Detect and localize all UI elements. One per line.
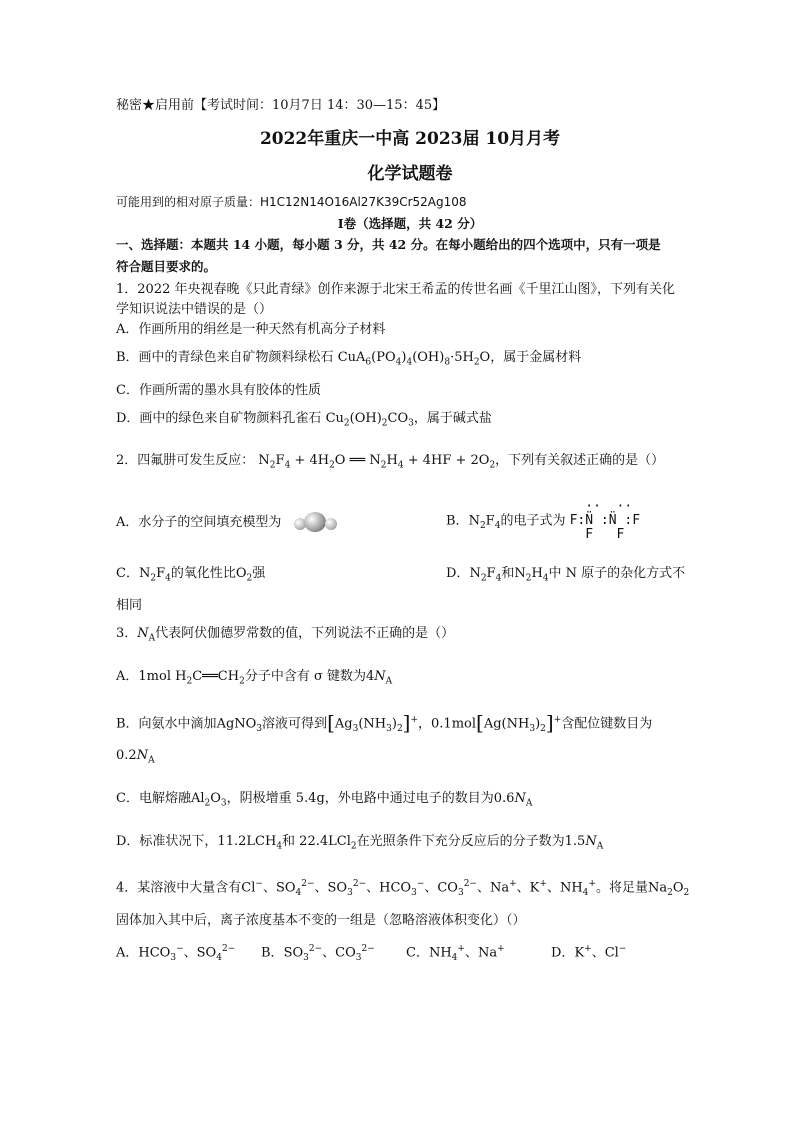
q3-c-text: ，阴极增重 5.4g，外电路中通过电子的数目为 bbox=[226, 791, 494, 807]
section-instructions bbox=[116, 234, 704, 278]
q2-c-label: C． bbox=[116, 565, 139, 581]
q2-stem-prefix: 2．四氟肼可发生反应： bbox=[116, 453, 255, 469]
question-1 bbox=[116, 280, 704, 433]
q4-option-b: B．$SO_3^{2-}$、$CO_3^{2-}$ bbox=[261, 944, 375, 964]
exam-subtitle: 化学试题卷 bbox=[367, 164, 453, 184]
q1-option-c: C．作画所需的墨水具有胶体的性质 bbox=[116, 382, 321, 398]
q3-c-prefix: C．电解熔融 bbox=[116, 791, 191, 807]
q1-d-formula: $Cu_2(OH)_2CO_3$ bbox=[325, 410, 414, 429]
q3-b-mid2: ，0.1mol bbox=[418, 715, 477, 731]
q2-option-d: D．$N_2F_4$和$N_2H_4$中 N 原子的杂化方式不 bbox=[446, 565, 686, 584]
q4-b-label: B． bbox=[261, 945, 284, 961]
q1-d-text: D．画中的绿色来自矿物颜料孔雀石 bbox=[116, 410, 322, 426]
section-line-1: 一、选择题：本题共 14 小题，每小题 3 分，共 42 分。在每小题给出的四个选项中，只有一项是 bbox=[116, 237, 661, 252]
q2-option-c: C．$N_2F_4$的氧化性比$O_2$强 bbox=[116, 565, 266, 584]
q2-d-and: 和 bbox=[501, 565, 515, 581]
q3-option-b-cont: $0.2N_A$ bbox=[116, 748, 155, 767]
question-4 bbox=[116, 874, 704, 968]
atomic-masses: 可能用到的相对原子质量：H1C12N14O16Al27K39Cr52Ag108 bbox=[116, 195, 467, 209]
question-2 bbox=[116, 451, 704, 616]
q1-b-text: B．画中的青绿色来自矿物颜料绿松石 bbox=[116, 350, 334, 365]
q1-stem-1: 1．2022 年央视春晚《只此青绿》创作来源于北宋王希孟的传世名画《千里江山图》，下列有关化 bbox=[116, 282, 675, 297]
q2-c-text: 的氧化性比 bbox=[170, 565, 236, 581]
q3-option-b: B．向氨水中滴加AgNO$_3$溶液可得到$[Ag_3(NH_3)_2]^+$，$0.1mol[Ag(NH_3)_2]^+$含配位键数目为 bbox=[116, 709, 653, 734]
q1-b-formula: $CuA_6(PO_4)_4(OH)_8\cdot 5H_2O$ bbox=[337, 350, 491, 368]
q3-option-a: A．1mol $H_2C══CH_2$分子中含有 σ 键数为$4N_A$ bbox=[116, 668, 393, 687]
q2-c-suffix: 强 bbox=[252, 565, 266, 581]
q2-row-cd bbox=[116, 564, 704, 589]
q4-option-a: A．$HCO_3^-$、$SO_4^{2-}$ bbox=[116, 944, 236, 964]
q3-option-d: D．标准状况下，$11.2LCH_4$和 22.4LCl$_2$在光照条件下充分反应后的分子数为$1.5N_A$ bbox=[116, 833, 604, 852]
q2-d-text: 中 N 原子的杂化方式不 bbox=[548, 565, 686, 581]
q3-a-prefix: A．1mol bbox=[116, 668, 171, 684]
q3-b-prefix: B．向氨水中滴加 bbox=[116, 715, 217, 731]
q2-option-b: B．$N_2F_4$的电子式为 ·· ·· F:N̈ :N̈ :F F F bbox=[446, 498, 641, 542]
volume-label: Ⅰ卷（选择题，共 42 分） bbox=[337, 216, 483, 231]
q2-b-label: B． bbox=[446, 513, 469, 529]
q4-stem-2: 固体加入其中后，离子浓度基本不变的一组是（忽略溶液体积变化）（） bbox=[116, 913, 526, 929]
q4-option-d: D．K+、Cl− bbox=[551, 944, 627, 961]
water-space-filling-model-icon bbox=[286, 512, 346, 532]
q3-a-text: 分子中含有 σ 键数为 bbox=[244, 668, 366, 684]
section-line-2: 符合题目要求的。 bbox=[116, 259, 217, 274]
q3-stem: 3．$N_A$代表阿伏伽德罗常数的值，下列说法不正确的是（） bbox=[116, 626, 455, 644]
q2-stem-suffix: ，下列有关叙述正确的是（） bbox=[495, 453, 665, 469]
q2-stem bbox=[116, 451, 704, 476]
q1-option-a: A．作画所用的绢丝是一种天然有机高分子材料 bbox=[116, 322, 386, 337]
q4-options bbox=[116, 939, 704, 968]
q1-stem-2: 学知识说法中错误的是（） bbox=[116, 302, 273, 317]
q1-b-suffix: ，属于金属材料 bbox=[490, 350, 582, 365]
q1-option-b bbox=[116, 348, 704, 373]
q4-stem-1: 4．某溶液中大量含有Cl−、$SO_4^{2-}$、$SO_3^{2-}$、$HCO_3^-$、$CO_3^{2-}$、Na+、K+、$NH_4^+$。将足量$Na_2O_2$ bbox=[116, 879, 690, 899]
q1-d-suffix: ，属于碱式盐 bbox=[413, 410, 492, 426]
q4-c-label: C． bbox=[406, 945, 429, 961]
q4-d-label: D． bbox=[551, 945, 575, 961]
q3-b-mid: 溶液可得到 bbox=[262, 715, 328, 731]
q3-d-text: 在光照条件下充分反应后的分子数为 bbox=[356, 833, 565, 849]
q2-d-label: D． bbox=[446, 565, 470, 581]
q3-d-mid: 和 22.4L bbox=[282, 833, 337, 849]
q1-option-d bbox=[116, 409, 704, 434]
q3-b-cont-value: 0.2 bbox=[116, 748, 137, 764]
q2-b-text: 的电子式为 bbox=[500, 513, 566, 529]
question-3 bbox=[116, 624, 704, 856]
q3-stem-text: 代表阿伏伽德罗常数的值，下列说法不正确的是（） bbox=[155, 626, 455, 642]
exam-header: 秘密★启用前【考试时间：10月7日 14：30—15：45】 bbox=[116, 98, 446, 113]
q2-option-a bbox=[116, 500, 446, 546]
q2-option-d-cont: 相同 bbox=[116, 598, 143, 614]
q4-stem-suffix: 。将足量 bbox=[595, 880, 648, 896]
q3-option-c: C．电解熔融$Al_2O_3$，阴极增重 5.4g，外电路中通过电子的数目为$0.6N_A$ bbox=[116, 791, 533, 809]
q2-row-ab bbox=[116, 500, 704, 546]
q4-option-c: C．$NH_4^+$、Na+ bbox=[406, 944, 505, 964]
n2f4-electron-formula-icon: ·· ·· F:N̈ :N̈ :F F F bbox=[569, 498, 641, 542]
q4-stem-prefix: 4．某溶液中大量含有 bbox=[116, 880, 242, 896]
q3-b-suffix: 含配位键数目为 bbox=[561, 715, 653, 731]
exam-title: 2022年重庆一中高 2023届 10月月考 bbox=[259, 129, 561, 149]
q2-a-text: A．水分子的空间填充模型为 bbox=[116, 514, 282, 530]
q4-a-label: A． bbox=[116, 945, 139, 961]
q2-reaction: $N_2F_4 + 4H_2O$ ══ $N_2H_4 + 4HF + 2O_2$ bbox=[258, 453, 496, 471]
exam-page bbox=[116, 96, 704, 968]
q3-d-prefix: D．标准状况下，11.2L bbox=[116, 833, 256, 849]
